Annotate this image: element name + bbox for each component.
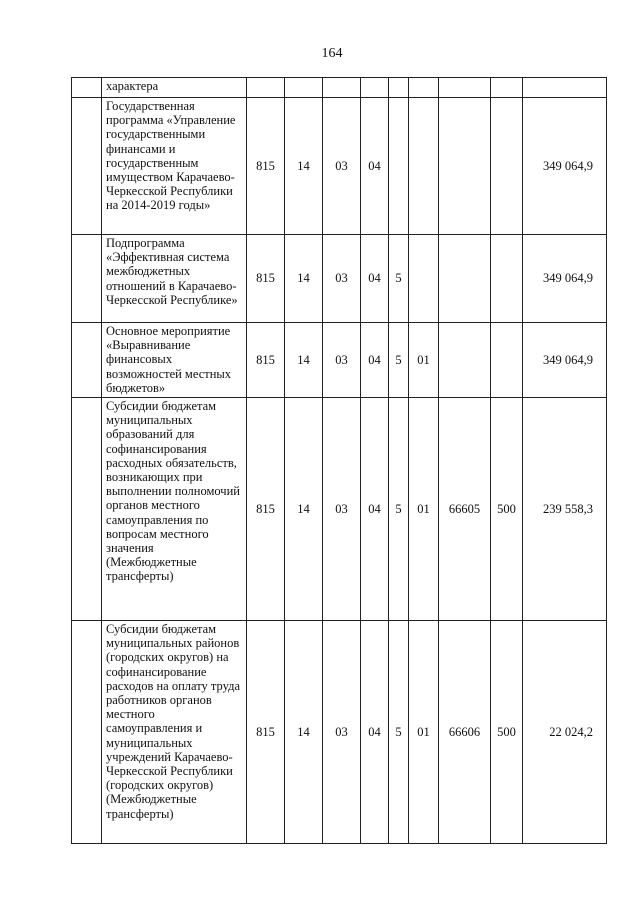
table-row (72, 323, 607, 398)
program-code (361, 78, 389, 98)
table-row (72, 78, 607, 98)
amount (523, 78, 607, 98)
table-row (72, 621, 607, 844)
amount: 349 064,9 (523, 323, 607, 398)
section-code: 14 (285, 621, 323, 844)
direction-code (439, 78, 491, 98)
section-code: 14 (285, 323, 323, 398)
amount: 349 064,9 (523, 98, 607, 235)
table-row (72, 235, 607, 323)
section-code: 14 (285, 398, 323, 621)
ministry-code: 815 (247, 98, 285, 235)
subprogram-code (389, 98, 409, 235)
program-code: 04 (361, 398, 389, 621)
table-row (72, 398, 607, 621)
event-code (409, 78, 439, 98)
expense-type-code (491, 235, 523, 323)
row-name: Подпрограмма «Эффективная система межбюджетных отношений в Карачаево-Черкесской Республике» (102, 235, 247, 323)
event-code: 01 (409, 398, 439, 621)
row-name: Государственная программа «Управление государственными финансами и государственным имуществом Карачаево-Черкесской Республики на 2014-2019 годы» (102, 98, 247, 235)
expense-type-code (491, 98, 523, 235)
expense-type-code (491, 323, 523, 398)
amount: 22 024,2 (523, 621, 607, 844)
subprogram-code (389, 78, 409, 98)
row-index-cell (72, 398, 102, 621)
event-code: 01 (409, 323, 439, 398)
direction-code: 66606 (439, 621, 491, 844)
ministry-code: 815 (247, 235, 285, 323)
subsection-code: 03 (323, 621, 361, 844)
program-code: 04 (361, 323, 389, 398)
section-code: 14 (285, 235, 323, 323)
budget-table (71, 77, 607, 844)
row-name: Субсидии бюджетам муниципальных районов (городских округов) на софинансирование расходов на оплату труда работников органов местного самоуправления и муниципальных учреждений Карачаево-Черкесской Республики (городских округов) (Межбюджетные трансферты) (102, 621, 247, 844)
subsection-code: 03 (323, 398, 361, 621)
subprogram-code: 5 (389, 235, 409, 323)
amount: 349 064,9 (523, 235, 607, 323)
row-name: Субсидии бюджетам муниципальных образований для софинансирования расходных обязательств, возникающих при выполнении полномочий органов местного самоуправления по вопросам местного значения (Межбюджетные трансферты) (102, 398, 247, 621)
expense-type-code: 500 (491, 621, 523, 844)
event-code (409, 235, 439, 323)
event-code (409, 98, 439, 235)
direction-code (439, 235, 491, 323)
direction-code: 66605 (439, 398, 491, 621)
ministry-code: 815 (247, 398, 285, 621)
program-code: 04 (361, 98, 389, 235)
row-index-cell (72, 323, 102, 398)
subprogram-code: 5 (389, 323, 409, 398)
subsection-code: 03 (323, 235, 361, 323)
subprogram-code: 5 (389, 398, 409, 621)
program-code: 04 (361, 235, 389, 323)
row-index-cell (72, 621, 102, 844)
event-code: 01 (409, 621, 439, 844)
direction-code (439, 98, 491, 235)
row-index-cell (72, 98, 102, 235)
subsection-code: 03 (323, 323, 361, 398)
subsection-code (323, 78, 361, 98)
ministry-code: 815 (247, 621, 285, 844)
section-code (285, 78, 323, 98)
amount: 239 558,3 (523, 398, 607, 621)
row-index-cell (72, 235, 102, 323)
row-name: характера (102, 78, 247, 98)
expense-type-code: 500 (491, 398, 523, 621)
page-number: 164 (321, 46, 343, 61)
program-code: 04 (361, 621, 389, 844)
row-name: Основное мероприятие «Выравнивание финансовых возможностей местных бюджетов» (102, 323, 247, 398)
table-row (72, 98, 607, 235)
row-index-cell (72, 78, 102, 98)
direction-code (439, 323, 491, 398)
subsection-code: 03 (323, 98, 361, 235)
subprogram-code: 5 (389, 621, 409, 844)
ministry-code: 815 (247, 323, 285, 398)
section-code: 14 (285, 98, 323, 235)
expense-type-code (491, 78, 523, 98)
ministry-code (247, 78, 285, 98)
